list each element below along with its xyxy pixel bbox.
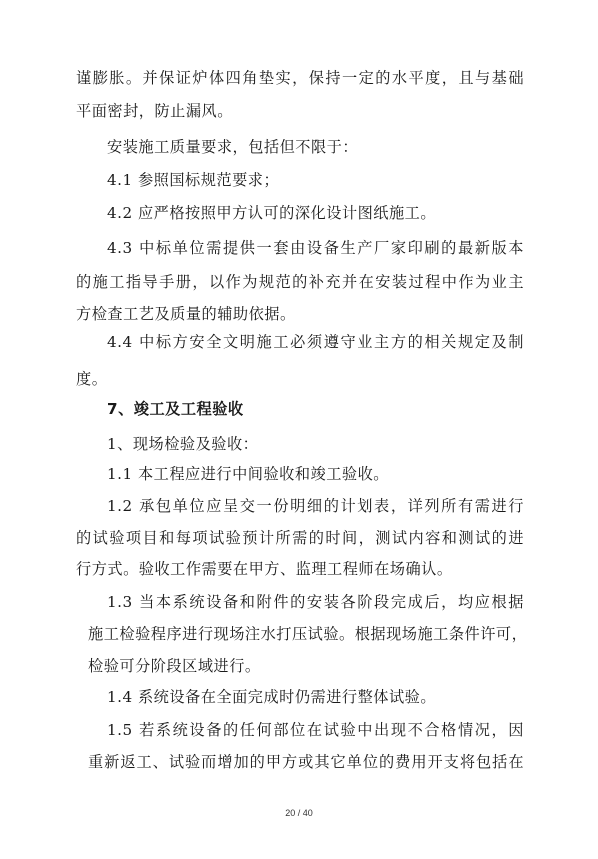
text-line: 1.5 若系统设备的任何部位在试验中出现不合格情况，因: [107, 721, 524, 739]
text-line: 平面密封，防止漏风。: [76, 102, 233, 120]
text-line: 度。: [76, 370, 108, 388]
text-line: 谨膨胀。并保证炉体四角垫实，保持一定的水平度，且与基础: [76, 69, 524, 87]
text-line: 检验可分阶段区域进行。: [88, 657, 261, 675]
text-line: 的试验项目和每项试验预计所需的时间，测试内容和测试的进: [76, 529, 524, 547]
text-line: 方检查工艺及质量的辅助依据。: [76, 305, 296, 323]
text-line: 4.2 应严格按照甲方认可的深化设计图纸施工。: [107, 204, 437, 222]
text-line: 1.3 当本系统设备和附件的安装各阶段完成后，均应根据: [107, 593, 524, 611]
text-line: 的施工指导手册，以作为规范的补充并在安装过程中作为业主: [76, 273, 524, 291]
text-line: 安装施工质量要求，包括但不限于：: [107, 138, 358, 156]
text-line: 4.1 参照国标规范要求；: [107, 171, 280, 189]
text-line: 1、现场检验及验收：: [107, 435, 259, 453]
text-line: 1.2 承包单位应呈交一份明细的计划表，详列所有需进行: [107, 497, 524, 515]
text-line: 重新返工、试验而增加的甲方或其它单位的费用开支将包括在: [88, 753, 524, 771]
section-heading: 7、竣工及工程验收: [107, 400, 244, 418]
page-number: 20 / 40: [285, 808, 313, 818]
text-line: 施工检验程序进行现场注水打压试验。根据现场施工条件许可，: [88, 625, 528, 643]
text-line: 4.3 中标单位需提供一套由设备生产厂家印刷的最新版本: [107, 239, 524, 257]
text-line: 1.4 系统设备在全面完成时仍需进行整体试验。: [107, 688, 437, 706]
text-line: 4.4 中标方安全文明施工必须遵守业主方的相关规定及制: [107, 333, 524, 351]
text-line: 1.1 本工程应进行中间验收和竣工验收。: [107, 465, 389, 483]
text-line: 行方式。验收工作需要在甲方、监理工程师在场确认。: [76, 560, 453, 578]
